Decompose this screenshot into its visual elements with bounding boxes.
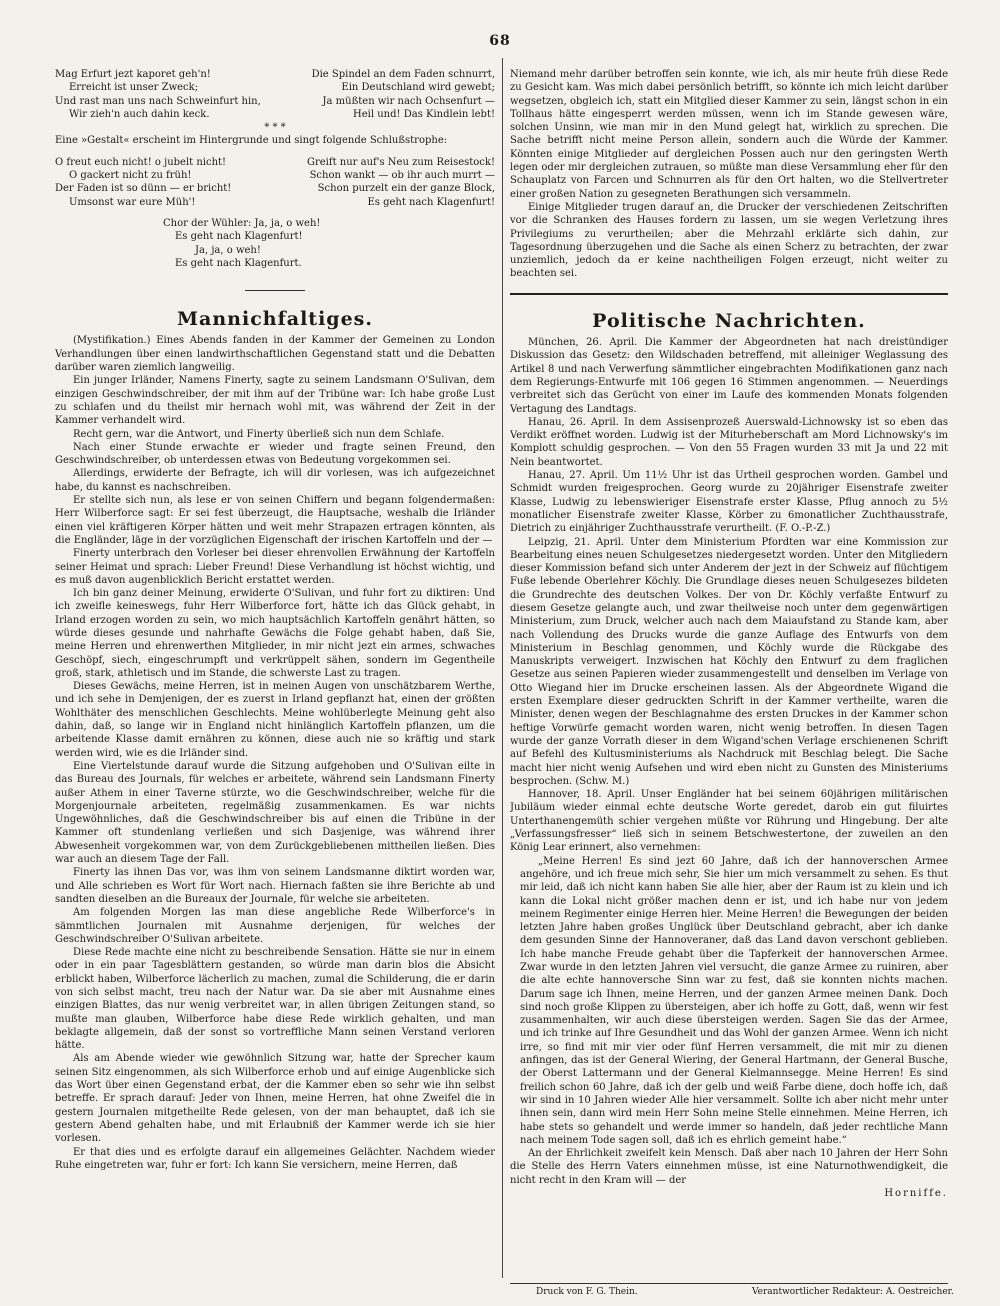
article-paragraph: Finerty las ihnen Das vor, was ihm von seinem Landsmanne diktirt worden war, und Alle schrieben es Wort für Wort nach. Hiernach faßten sie ihre Berichte ab und sandten dieselben an die Bureaux der Journale, für welche sie arbeiteten. bbox=[55, 867, 495, 905]
article-paragraph: Allerdings, erwiderte der Befragte, ich will dir vorlesen, was ich aufgezeichnet habe, du kannst es nachschreiben. bbox=[55, 468, 495, 493]
article-paragraph: Er that dies und es erfolgte darauf ein allgemeines Gelächter. Nachdem wieder Ruhe eingetreten war, fuhr er fort: Ich kann Sie versichern, meine Herren, daß bbox=[55, 1146, 495, 1171]
chorus-line: Es geht nach Klagenfurt! bbox=[175, 231, 303, 243]
news-item: München, 26. April. Die Kammer der Abgeordneten hat nach dreistündiger Diskussion das Gesetz: den Wildschaden betreffend, mit alleiniger Weglassung des Artikel 8 und nach Verwerfung sämmtlicher eingebrachten Modifikationen ganz nach dem Regierungs-Entwurfe mit 106 gegen 16 Stimmen angenommen. — Neuerdings verbreitet sich das Gerücht von einer im Laufe des kommenden Monats folgenden Vertagung des Landtags. bbox=[510, 337, 948, 415]
editor-credit: Verantwortlicher Redakteur: A. Oestreicher. bbox=[752, 1287, 954, 1297]
article-paragraph: Als am Abende wieder wie gewöhnlich Sitzung war, hatte der Sprecher kaum seinen Sitz eingenommen, als sich Wilberforce erhob und auf einige Augenblicke sich das Wort über einen Gegenstand erbat, der die Kammer eben so sehr wie ihn selbst betreffe. Er sprach darauf: Jeder von Ihnen, meine Herren, hat ohne Zweifel die in gestern Journalen mitgetheilte Rede gelesen, von der man behauptet, daß ich sie gestern Abend gehalten habe, und mit Erlaubniß der Kammer werde ich sie hier vorlesen. bbox=[55, 1053, 495, 1145]
section-divider bbox=[510, 293, 948, 295]
poem-line-right: Ein Deutschland wird gewebt; bbox=[341, 82, 495, 94]
poem-line-left: Erreicht ist unser Zweck; bbox=[69, 82, 199, 94]
printer-credit: Druck von F. G. Thein. bbox=[536, 1287, 638, 1297]
news-item: Hanau, 27. April. Um 11½ Uhr ist das Urtheil gesprochen worden. Gambel und Schmidt wurden freigesprochen. Georg wurde zu 20jähriger Eisenstrafe zweiter Klasse, Ludwig zu lebenswieriger Eisenstrafe erster Klasse, Pflug annoch zu 5½ monatlicher Eisenstrafe zweiter Klasse, Körber zu 6monatlicher Zuchthausstrafe, Dietrich zu einjähriger Zuchthausstrafe verurtheilt. (F. O.-P.-Z.) bbox=[510, 470, 948, 535]
article-paragraph: Finerty unterbrach den Vorleser bei dieser ehrenvollen Erwähnung der Kartoffeln seiner Heimat und sprach: Lieber Freund! Diese Verhandlung ist höchst wichtig, und es muß davon augenblicklich Bericht erstattet werden. bbox=[55, 548, 495, 586]
chorus-line: Chor der Wühler: Ja, ja, o weh! bbox=[163, 217, 321, 229]
section-heading-politics: Politische Nachrichten. bbox=[592, 309, 866, 332]
poem-line-right: Es geht nach Klagenfurt! bbox=[367, 196, 495, 208]
poem-line-left: Umsonst war eure Müh'! bbox=[69, 196, 196, 208]
poem-line-left: Mag Erfurt jezt kaporet geh'n! bbox=[55, 69, 211, 80]
article-paragraph: Eine Viertelstunde darauf wurde die Sitzung aufgehoben und O'Sulivan eilte in das Bureau des Journals, für welches er arbeitete, während sein Landsmann Finerty außer Athem in einer Taverne stürzte, wo die Geschwindschreiber, welche für die Morgenjournale arbeiteten, regelmäßig zusammenkamen. Es war nichts Ungewöhnliches, daß die Geschwindschreiber bis auf einen die Tribüne in der Kammer oft stundenlang verließen und sich Dasjenige, was während ihrer Abwesenheit vorgekommen war, von dem Zurückgebliebenen mittheilen ließen. Dies war auch an diesem Tage der Fall. bbox=[55, 760, 495, 866]
news-item: Leipzig, 21. April. Unter dem Ministerium Pfordten war eine Kommission zur Bearbeitung eines neuen Schulgesetzes niedergesetzt worden. Unter den Mitgliedern dieser Kommission befand sich unter Anderem der jezt in der Schweiz auf flüchtigem Fuße lebende Oberlehrer Köchly. Die Grundlage dieses neuen Schulgesezes bildeten die Grundrechte des deutschen Volkes. Der von Dr. Köchly verfaßte Entwurf zu diesem Gesetze gelangte auch, und zwar theilweise noch unter dem gegenwärtigen Ministerium, zum Druck, welcher auch nach dem Maiaufstand zu Stande kam, aber nach Vollendung des Drucks wurde die ganze Auflage des Entwurfs von dem Ministerium in Beschlag genommen, und Köchly wurde die Rückgabe des Manuskripts verweigert. Inzwischen hat Köchly den Entwurf zu dem fraglichen Gesetze aus seinen Papieren wieder zusammengestellt und denselben im Verlage von Otto Wiegand hier im Drucke erscheinen lassen. Als der Abgeordnete Wigand die ersten Exemplare dieser gedruckten Schrift in der Kammer vertheilte, waren die Minister, denen wegen der Beschlagnahme des ersten Druckes in der Kammer schon heftige Vorwürfe gemacht worden waren, nicht wenig betroffen. In diesen Tagen wurde der ganze Vorrath dieser in dem Wigand'schen Verlage erschienenen Schrift auf Befehl des Kultusministeriums als Nachdruck mit Beschlag belegt. Die Sache macht hier nicht wenig Aufsehen und wird eben nicht zu Gunsten des Ministeriums besprochen. (Schw. M.) bbox=[510, 536, 948, 787]
poem-line-left: Und rast man uns nach Schweinfurt hin, bbox=[55, 95, 261, 107]
poem-line bbox=[55, 182, 495, 195]
footer-divider bbox=[510, 1283, 948, 1284]
poem-line-right: Schon wankt — ob ihr auch murrt — bbox=[309, 170, 495, 182]
poem-line-right: Die Spindel an dem Faden schnurrt, bbox=[311, 69, 495, 80]
poem-line bbox=[55, 169, 495, 182]
poem-line bbox=[55, 68, 495, 81]
left-column bbox=[55, 68, 495, 1280]
chorus-line: Ja, ja, o weh! bbox=[195, 244, 261, 256]
poem-top bbox=[55, 68, 495, 121]
poem-line-right: Greift nur auf's Neu zum Reisestock! bbox=[307, 156, 495, 168]
poem-line-right: Heil und! Das Kindlein lebt! bbox=[353, 108, 495, 120]
article-paragraph: (Mystifikation.) Eines Abends fanden in der Kammer der Gemeinen zu London Verhandlungen über einen landwirthschaftlichen Gegenstand statt und die Debatten darüber waren ziemlich langweilig. bbox=[55, 335, 495, 374]
poem-final bbox=[55, 156, 495, 209]
article-paragraph: Ich bin ganz deiner Meinung, erwiderte O'Sulivan, und fuhr fort zu diktiren: Und ich zweifle keineswegs, fuhr Herr Wilberforce fort, hätte ich das Glück gehabt, in Irland erzogen worden zu sein, wo mich hauptsächlich Kartoffeln genährt hätten, so würde dieses gesunde und nahrhafte Gewächs die Folge gehabt haben, daß Sie, meine Herren und ehrenwerthen Mitglieder, in mir nicht jezt ein armes, schwaches Geschöpf, siech, eingeschrumpft und verkrüppelt sähen, sondern im Gegentheile groß, stark, athletisch und im Stande, die schwerste Last zu tragen. bbox=[55, 588, 495, 679]
article-paragraph: Am folgenden Morgen las man diese angebliche Rede Wilberforce's in sämmtlichen Journalen mit Ausnahme derjenigen, für welches der Geschwindschreiber O'Sulivan arbeitete. bbox=[55, 907, 495, 945]
poem-line bbox=[55, 81, 495, 94]
asterism: * * * bbox=[264, 122, 286, 134]
poem-line-left: Wir zieh'n auch dahin keck. bbox=[69, 108, 210, 120]
poem-line bbox=[55, 108, 495, 121]
speech-quote: „Meine Herren! Es sind jezt 60 Jahre, daß ich der hannoverschen Armee angehöre, und ich freue mich sehr, Sie hier um mich versammelt zu sehen. Es thut mir leid, daß ich nicht kann haben Sie alle hier, aber der Raum ist zu klein und ich kann die Lokal nicht größer machen denn er ist, und ich habe nur von jedem meinem Regimenter einige Herren hier. Meine Herren! die Bewegungen der beiden letzten Jahre haben großes Unglück über Deutschland gebracht, aber ich danke dem gesunden Sinne der Hannoveraner, daß das Land davon verschont geblieben. Ich habe manche Freude gehabt über die Tapferkeit der hannoverschen Armee. Zwar wurde in den letzten Jahren viel versucht, die ganze Armee zu ruiniren, aber die alte echte hannoversche Sinn war zu fest, daß sie konnten nichts machen. Darum sage ich Ihnen, meine Herren, und der ganzen Armee meinen Dank. Doch sind noch große Klippen zu übersteigen, aber ich hoffe zu Gott, daß, wenn wir fest zusammenhalten, wir auch diese übersteigen werden. Sagen Sie das der Armee, und ich trinke auf Ihre Gesundheit und das Wohl der ganzen Armee. Wenn ich nicht irre, so find mit mir vier oder fünf Herren versammelt, die mit mir zu dienen anfingen, das ist der General Wiering, der General Hartmann, der General Busche, der Oberst Lattermann und der General Kielmannsegge. Meine Herren! Es sind freilich schon 60 Jahre, daß ich der gelb und weiß Farbe diene, doch hoffe ich, daß wir sind in 10 Jahren wieder Alle hier versammelt. Sollte ich aber nicht mehr unter ihnen sein, dann wird mein Herr Sohn meine Stelle einnehmen. Meine Herren, ich habe stets so gehandelt und werde immer so handeln, daß jeder rechtliche Mann nach meinem Tode sagen soll, daß ich es ehrlich gemeint habe.“ bbox=[520, 855, 948, 1146]
article-paragraph: Nach einer Stunde erwachte er wieder und fragte seinen Freund, den Geschwindschreiber, ob unterdessen etwas von Bedeutung vorgekommen sei. bbox=[55, 441, 495, 467]
news-item: Hanau, 26. April. In dem Assisenprozeß Auerswald-Lichnowsky ist so eben das Verdikt eröffnet worden. Ludwig ist der Miturheberschaft am Mord Lichnowsky's im Komplott schuldig gesprochen. — Von den 55 Fragen wurden 33 mit Ja und 22 mit Nein beantwortet. bbox=[510, 416, 948, 468]
article-paragraph: Recht gern, war die Antwort, und Finerty überließ sich nun dem Schlafe. bbox=[73, 428, 445, 440]
poem-line-left: O freut euch nicht! o jubelt nicht! bbox=[55, 156, 227, 168]
signature: Horniffe. bbox=[884, 1188, 948, 1200]
poem-intro: Eine »Gestalt« erscheint im Hintergrunde und singt folgende Schlußstrophe: bbox=[55, 135, 448, 147]
poem-line-left: O gackert nicht zu früh! bbox=[69, 170, 192, 182]
chorus bbox=[55, 217, 495, 270]
section-heading-misc: Mannichfaltiges. bbox=[177, 308, 373, 331]
poem-line-right: Ja müßten wir nach Ochsenfurt — bbox=[322, 95, 495, 107]
section-divider bbox=[245, 290, 305, 291]
column-divider bbox=[502, 58, 503, 1278]
poem-line bbox=[55, 95, 495, 108]
closing-paragraph: An der Ehrlichkeit zweifelt kein Mensch. Daß aber nach 10 Jahren der Herr Sohn die Stelle des Herrn Vaters einnehmen müsse, ist eine Naturnothwendigkeit, die nicht recht in den Kram will — der bbox=[510, 1148, 948, 1186]
article-paragraph: Ein junger Irländer, Namens Finerty, sagte zu seinem Landsmann O'Sulivan, dem einzigen Geschwindschreiber, der mit ihm auf der Tribüne war: Ich habe große Lust zu schlafen und du theilst mir hernach wohl mit, was während der Zeit in der Kammer verhandelt wird. bbox=[55, 375, 495, 427]
article-paragraph: Dieses Gewächs, meine Herren, ist in meinen Augen von unschätzbarem Werthe, und ich sehe in Demjenigen, der es zuerst in Irland gepflanzt hat, einen der größten Wohlthäter des menschlichen Geschlechts. Meine wohlüberlegte Meinung geht also dahin, daß, so lange wir in England nicht hinlänglich Kartoffeln pflanzen, um die arbeitende Klasse damit ernähren zu können, diese auch nie so kräftig und stark werden wird, wie es die Irländer sind. bbox=[55, 681, 495, 759]
article-paragraph: Er stellte sich nun, als lese er von seinen Chiffern und begann folgendermaßen: Herr Wilberforce sagt: Er sei fest überzeugt, die Hauptsache, weshalb die Irländer einen viel kräftigeren Körper hätten und weit mehr Strapazen ertragen könnten, als die Engländer, läge in der vorzüglichen Eigenschaft der irischen Kartoffeln und der — bbox=[55, 495, 495, 546]
article-paragraph: Diese Rede machte eine nicht zu beschreibende Sensation. Hätte sie nur in einem oder in ein paar Tagesblättern gestanden, so würde man darin blos die Absicht erblickt haben, Wilberforce lächerlich zu machen, zumal die Schilderung, die er darin von sich selbst macht, treu nach der Natur war. Da sie aber mit Ausnahme eines einzigen Blattes, das nur wenig verbreitet war, in allen übrigen Zeitungen stand, so mußte man glauben, Wilberforce habe diese Rede wirklich gehalten, und man beklagte allgemein, daß der sonst so vortreffliche Mann seinen Verstand verloren hätte. bbox=[55, 947, 495, 1052]
chorus-line: Es geht nach Klagenfurt. bbox=[175, 257, 302, 269]
news-item: Hannover, 18. April. Unser Engländer hat bei seinem 60jährigen militärischen Jubiläum wieder einmal echte deutsche Worte geredet, darob ein gut filuirtes Unterthanengemüth schier vergehen müßte vor Rührung und Hingebung. Der alte „Verfassungsfresser“ ließ sich in seinem Betschwestertone, der zuweilen an den König Lear erinnert, also vernehmen: bbox=[510, 789, 948, 854]
page-number: 68 bbox=[489, 33, 511, 49]
poem-line-right: Schon purzelt ein der ganze Block, bbox=[317, 183, 495, 195]
right-column bbox=[510, 68, 948, 1280]
article-paragraph: Einige Mitglieder trugen darauf an, die Drucker der verschiedenen Zeitschriften vor die Schranken des Hauses fordern zu lassen, um sie wegen Verletzung ihres Privilegiums zu verurtheilen; aber die Mehrzahl erklärte sich dahin, zur Tagesordnung überzugehen und die Sache als einen Scherz zu betrachten, der zwar unziemlich, jedoch da er keine nachtheiligen Folgen erzeugt, nicht weiter zu beachten sei. bbox=[510, 201, 948, 280]
poem-line bbox=[55, 156, 495, 169]
poem-line bbox=[55, 196, 495, 209]
poem-line-left: Der Faden ist so dünn — er bricht! bbox=[55, 183, 232, 195]
article-paragraph: Niemand mehr darüber betroffen sein konnte, wie ich, als mir heute früh diese Rede zu Gesicht kam. Was mich dabei persönlich betrifft, so könnte ich mich leicht darüber wegsetzen, obgleich ich, statt ein Mitglied dieser Kammer zu sein, längst schon in ein Tollhaus hätte eingesperrt werden müssen, wenn ich im Stande gewesen wäre, solchen Unsinn, wie man mir in den Mund gelegt hat, wirklich zu sprechen. Die Sache betrifft nicht meine Person allein, sondern auch die Würde der Kammer. Könnten einige Mitglieder auf dergleichen Possen auch nur den geringsten Werth legen oder mir dergleichen zutrauen, so müßte man diese Versammlung eher für den Schauplatz von Farcen und Schnurren als für den Ort halten, wo die Stellvertreter einer großen Nation zu gesegneten Berathungen sich versammeln. bbox=[510, 69, 948, 200]
